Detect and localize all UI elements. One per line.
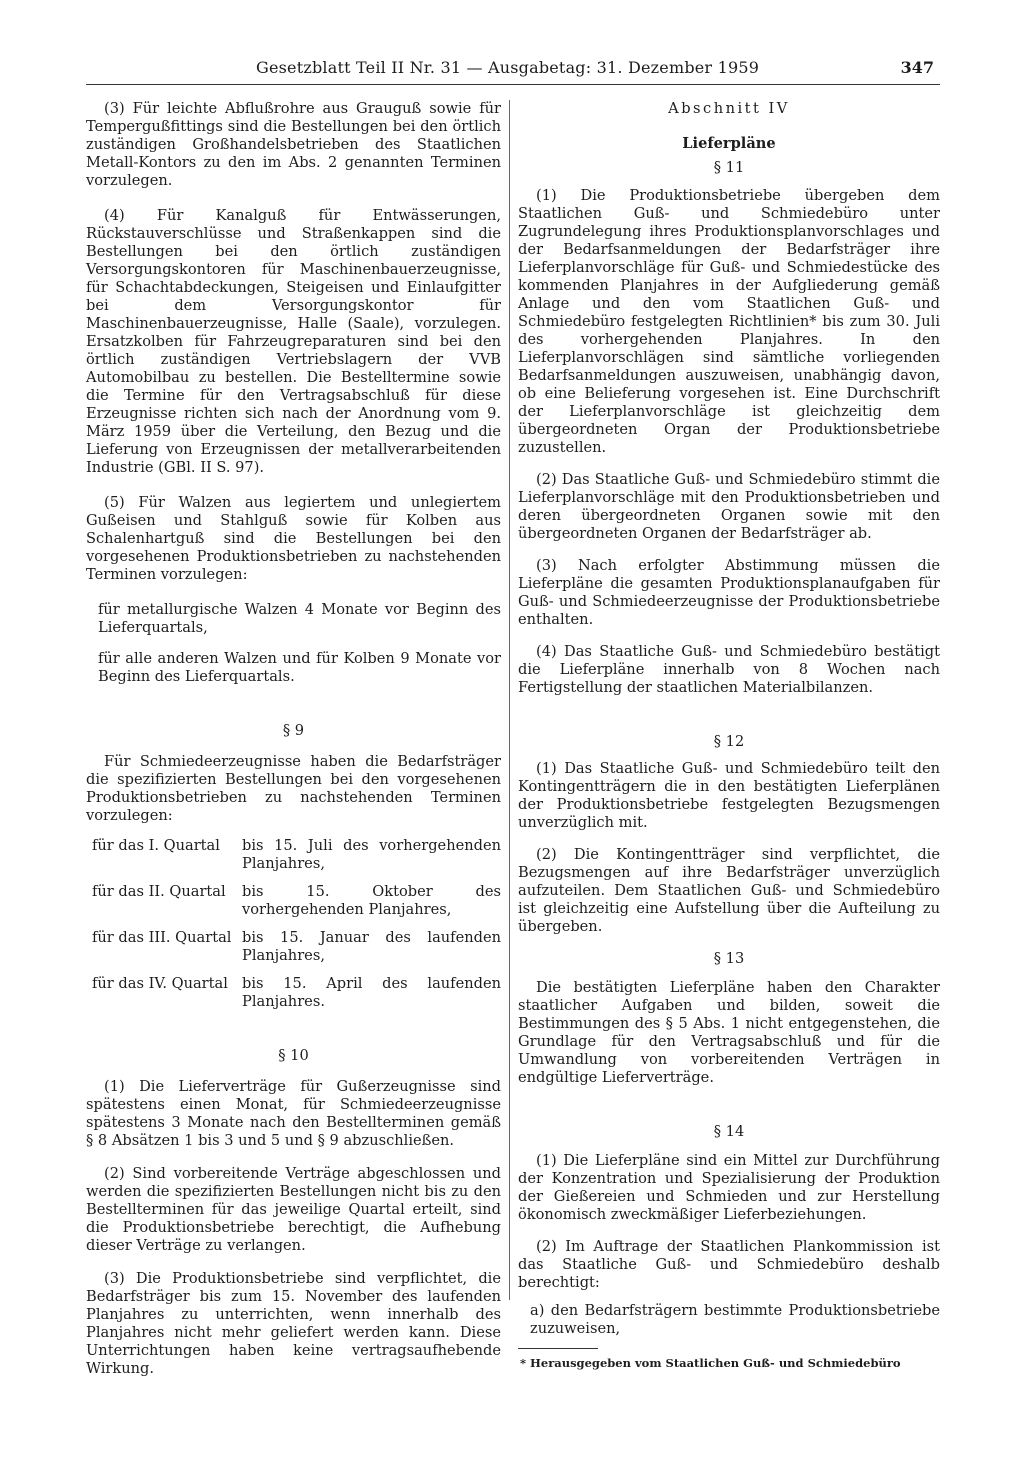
quartal-label: für das II. Quartal bbox=[92, 883, 226, 900]
paragraph-8-5: (5) Für Walzen aus legiertem und unlegiertem Gußeisen und Stahlguß sowie für Kolben aus Schalenhartguß sind die Bestellungen bei den vorgesehenen Produktionsbetrieben zu nachstehenden Terminen vorzulegen: bbox=[86, 494, 501, 583]
paragraph-11-1: (1) Die Produktionsbetriebe übergeben dem Staatlichen Guß- und Schmiedebüro unter Zugrundelegung ihres Produktionsplanvorschlages und der Bedarfsanmeldungen der Bedarfsträger ihre Lieferplanvorschläge für Guß- und Schmiedestücke des kommenden Planjahres in der Aufgliederung gemäß Anlage und den vom Staatlichen Guß- und Schmiedebüro festgelegten Richtlinien* bis zum 30. Juli des vorhergehenden Planjahres. In den Lieferplanvorschlägen sind sämtliche vorliegenden Bedarfsanmeldungen auszuweisen, unabhängig davon, ob eine Belieferung vorgesehen ist. Eine Durchschrift der Lieferplanvorschläge ist gleichzeitig dem übergeordneten Organ der Produktionsbetriebe zuzustellen. bbox=[518, 187, 940, 456]
right-column bbox=[518, 100, 940, 1371]
section-subheading: Lieferpläne bbox=[682, 135, 776, 152]
paragraph-14-2: (2) Im Auftrage der Staatlichen Plankommission ist das Staatliche Guß- und Schmiedebüro deshalb berechtigt: bbox=[518, 1238, 940, 1291]
list-item-andere-walzen: für alle anderen Walzen und für Kolben 9 Monate vor Beginn des Lieferquartals. bbox=[98, 650, 501, 685]
paragraph-11-2: (2) Das Staatliche Guß- und Schmiedebüro stimmt die Lieferplanvorschläge mit den Produktionsbetrieben und deren übergeordneten Organen sowie mit den übergeordneten Organen der Bedarfsträger ab. bbox=[518, 471, 940, 542]
paragraph-10-2: (2) Sind vorbereitende Verträge abgeschlossen und werden die spezifizierten Bestellungen nicht bis zu den Bestellterminen für das jeweilige Quartal erteilt, sind die Produktionsbetriebe berechtigt, die Aufhebung dieser Verträge zu verlangen. bbox=[86, 1165, 501, 1254]
paragraph-8-3: (3) Für leichte Abflußrohre aus Grauguß sowie für Tempergußfittings sind die Bestellungen bei den örtlich zuständigen Großhandelsbetrieben des Staatlichen Metall-Kontors zu den im Abs. 2 genannten Terminen vorzulegen. bbox=[86, 100, 501, 189]
quartal-label: für das III. Quartal bbox=[92, 929, 232, 946]
paragraph-8-4: (4) Für Kanalguß für Entwässerungen, Rückstauverschlüsse und Straßenkappen sind die Bestellungen bei den örtlich zuständigen Versorgungskontoren für Maschinenbauerzeugnisse, für Schachtabdeckungen, Steigeisen und Einlaufgitter bei dem Versorgungskontor für Maschinenbauerzeugnisse, Halle (Saale), vorzulegen. Ersatzkolben für Fahrzeugreparaturen sind bei den örtlich zuständigen Vertriebslagern der VVB Automobilbau zu bestellen. Die Bestelltermine sowie die Termine für den Vertragsabschluß für diese Erzeugnisse richten sich nach der Anordnung vom 9. März 1959 über die Verteilung, den Bezug und die Lieferung von Erzeugnissen der metallverarbeitenden Industrie (GBl. II S. 97). bbox=[86, 207, 501, 476]
section-10-heading: § 10 bbox=[278, 1047, 309, 1064]
paragraph-11-4: (4) Das Staatliche Guß- und Schmiedebüro bestätigt die Lieferpläne innerhalb von 8 Wochen nach Fertigstellung der staatlichen Materialbilanzen. bbox=[518, 643, 940, 696]
section-12-heading: § 12 bbox=[713, 733, 745, 750]
quartal-deadline: bis 15. April des laufenden Planjahres. bbox=[242, 975, 501, 1010]
paragraph-12-2: (2) Die Kontingentträger sind verpflichtet, die Bezugsmengen auf ihre Bedarfsträger unverzüglich aufzuteilen. Dem Staatlichen Guß- und Schmiedebüro ist gleichzeitig eine Aufstellung über die Aufteilung zu übergeben. bbox=[518, 846, 940, 935]
paragraph-14-1: (1) Die Lieferpläne sind ein Mittel zur Durchführung der Konzentration und Spezialisierung der Produktion der Gießereien und Schmieden und zur Herstellung ökonomisch zweckmäßiger Lieferbeziehungen. bbox=[518, 1152, 940, 1223]
left-column bbox=[86, 100, 501, 1378]
quartal-list bbox=[86, 837, 501, 1011]
quartal-item-3 bbox=[92, 929, 501, 965]
paragraph-10-1: (1) Die Lieferverträge für Gußerzeugnisse sind spätestens einen Monat, für Schmiedeerzeugnisse spätestens 3 Monate nach den Bestellterminen gemäß § 8 Absätzen 1 bis 3 und 5 und § 9 abzuschließen. bbox=[86, 1078, 501, 1149]
quartal-label: für das I. Quartal bbox=[92, 837, 220, 854]
section-9-heading: § 9 bbox=[282, 722, 305, 739]
paragraph-12-1: (1) Das Staatliche Guß- und Schmiedebüro teilt den Kontingentträgern die in den bestätigten Lieferplänen der Produktionsbetriebe festgelegten Bezugsmengen unverzüglich mit. bbox=[518, 760, 940, 831]
quartal-item-4 bbox=[92, 975, 501, 1011]
quartal-item-2 bbox=[92, 883, 501, 919]
section-13-heading: § 13 bbox=[713, 950, 745, 967]
section-heading: Abschnitt IV bbox=[668, 100, 790, 117]
quartal-deadline: bis 15. Juli des vorhergehenden Planjahres, bbox=[242, 837, 501, 872]
footnote-rule bbox=[518, 1348, 598, 1349]
header-title: Gesetzblatt Teil II Nr. 31 — Ausgabetag: 31. Dezember 1959 bbox=[256, 58, 760, 77]
list-item-a: a) den Bedarfsträgern bestimmte Produktionsbetriebe zuzuweisen, bbox=[530, 1302, 940, 1337]
section-11-heading: § 11 bbox=[713, 159, 745, 176]
running-header bbox=[86, 58, 940, 85]
quartal-deadline: bis 15. Oktober des vorhergehenden Planjahres, bbox=[242, 883, 501, 918]
quartal-label: für das IV. Quartal bbox=[92, 975, 228, 992]
section-13-text: Die bestätigten Lieferpläne haben den Charakter staatlicher Aufgaben und bilden, soweit die Bestimmungen des § 5 Abs. 1 nicht entgegenstehen, die Grundlage für den Vertragsabschluß und für die Umwandlung von vorbereitenden Verträgen in endgültige Lieferverträge. bbox=[518, 979, 940, 1086]
paragraph-11-3: (3) Nach erfolgter Abstimmung müssen die Lieferpläne die gesamten Produktionsplanaufgaben für Guß- und Schmiedeerzeugnisse der Produktionsbetriebe enthalten. bbox=[518, 557, 940, 628]
page-number: 347 bbox=[900, 58, 934, 77]
quartal-item-1 bbox=[92, 837, 501, 873]
paragraph-10-3: (3) Die Produktionsbetriebe sind verpflichtet, die Bedarfsträger bis zum 15. November des laufenden Planjahres zu unterrichten, wenn innerhalb des Planjahres nicht mehr geliefert werden kann. Diese Unterrichtungen haben keine vertragsaufhebende Wirkung. bbox=[86, 1270, 501, 1377]
list-item-metallurgische-walzen: für metallurgische Walzen 4 Monate vor Beginn des Lieferquartals, bbox=[98, 601, 501, 636]
section-14-heading: § 14 bbox=[713, 1123, 745, 1140]
column-divider bbox=[509, 100, 510, 1300]
section-9-text: Für Schmiedeerzeugnisse haben die Bedarfsträger die spezifizierten Bestellungen bei den vorgesehenen Produktionsbetrieben zu nachstehenden Terminen vorzulegen: bbox=[86, 753, 501, 824]
quartal-deadline: bis 15. Januar des laufenden Planjahres, bbox=[242, 929, 501, 964]
footnote: * Herausgegeben vom Staatlichen Guß- und Schmiedebüro bbox=[520, 1356, 901, 1370]
